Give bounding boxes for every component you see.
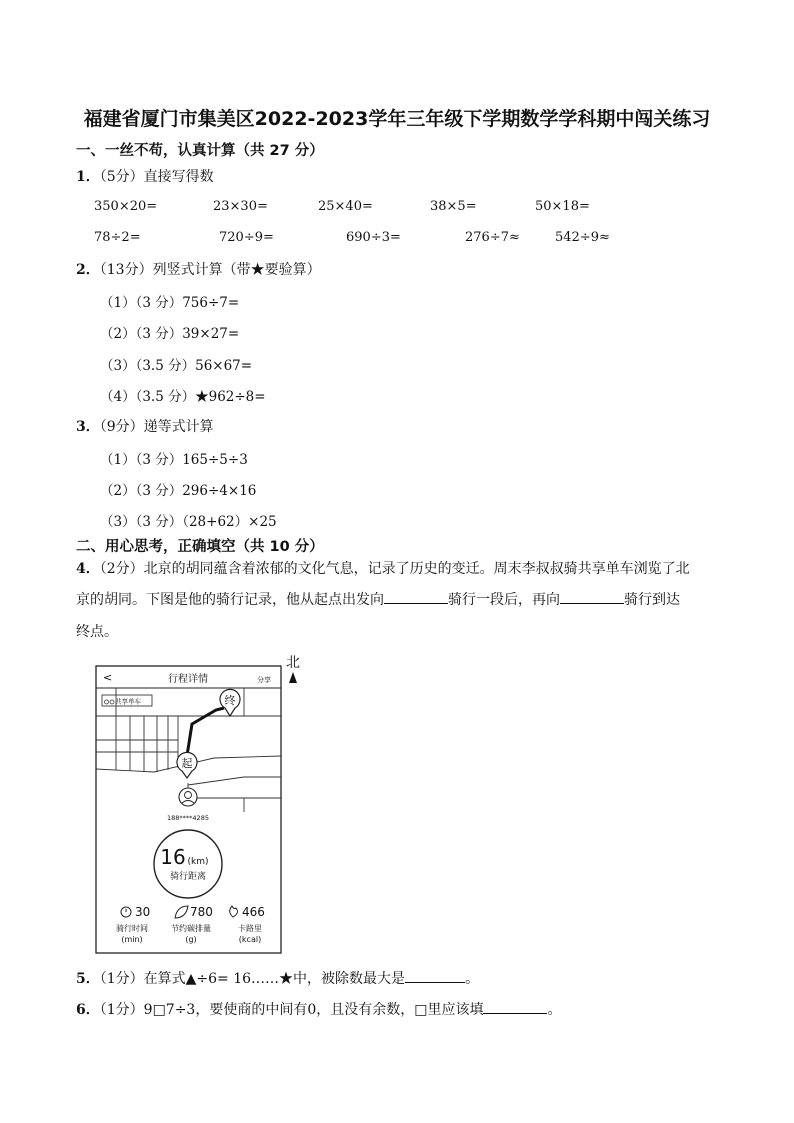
calc-1-4: 38×5=: [430, 199, 477, 214]
stat-label: 节约碳排量: [171, 924, 211, 933]
question-2-item: （2）（3 分）39×27=: [100, 326, 240, 342]
calc-1-3: 25×40=: [318, 199, 373, 214]
question-6-number: 6．: [76, 1002, 100, 1018]
question-3-item: （2）（3 分）296÷4×16: [100, 483, 257, 499]
distance-label: 骑行距离: [169, 872, 207, 882]
bike-badge: [102, 695, 152, 706]
question-5-text: 。: [465, 971, 480, 987]
question-4-text: 骑行到达: [624, 592, 680, 608]
header-title: 行程详情: [168, 674, 208, 685]
calc-2-4: 276÷7≈: [465, 230, 520, 245]
question-2-text: （13分）列竖式计算（带★要验算）: [99, 262, 321, 278]
question-2-item: （3）（3.5 分）56×67=: [100, 358, 253, 374]
question-2: [76, 259, 321, 279]
question-3-number: 3．: [76, 419, 100, 435]
question-4-line-2: [76, 585, 680, 616]
question-5-number: 5．: [76, 971, 100, 987]
stat-value: 30: [135, 905, 151, 919]
ride-record-figure: [94, 652, 310, 956]
stat-unit: (kcal): [238, 935, 262, 944]
calc-1-5: 50×18=: [535, 199, 590, 214]
question-6-text: （1分）9□7÷3，要使商的中间有0，且没有余数，□里应该填: [99, 1002, 484, 1018]
question-1-text: （5分）直接写得数: [99, 169, 214, 185]
question-5-text: （1分）在算式▲÷6= 16……★中，被除数最大是: [99, 971, 406, 987]
calc-2-5: 542÷9≈: [555, 230, 610, 245]
question-5: [76, 968, 479, 988]
question-3: [76, 416, 214, 436]
question-2-number: 2．: [76, 262, 100, 278]
calc-2-2: 720÷9=: [219, 230, 274, 245]
end-marker-label: 终: [224, 694, 236, 707]
question-1: [76, 166, 214, 186]
calc-1-1: 350×20=: [94, 199, 158, 214]
question-3-text: （9分）递等式计算: [99, 419, 214, 435]
start-marker-label: 起: [181, 757, 193, 770]
back-icon[interactable]: <: [103, 671, 113, 684]
section-1-heading: 一、一丝不苟，认真计算（共 27 分）: [76, 143, 324, 159]
bike-badge-label: 共享单车: [115, 697, 141, 706]
stat-unit: (g): [185, 935, 197, 944]
question-4-line-3: 终点。: [76, 624, 118, 640]
question-6: [76, 999, 561, 1019]
answer-blank[interactable]: [560, 589, 624, 604]
calc-1-2: 23×30=: [213, 199, 268, 214]
question-4-number: 4．: [76, 561, 100, 577]
section-2-heading: 二、用心思考，正确填空（共 10 分）: [76, 539, 324, 555]
distance-value: 16: [160, 845, 186, 869]
question-2-item: （4）（3.5 分）★962÷8=: [100, 389, 266, 405]
question-4-text: 京的胡同。下图是他的骑行记录，他从起点出发向: [76, 592, 384, 608]
north-label: 北: [286, 655, 300, 671]
calc-2-1: 78÷2=: [94, 230, 141, 245]
question-4-text: 骑行一段后，再向: [448, 592, 560, 608]
north-arrow-icon: [289, 672, 297, 683]
stat-value: 780: [190, 905, 213, 919]
distance-unit: (km): [187, 857, 209, 867]
phone-number: 188****4285: [167, 814, 209, 822]
question-6-text: 。: [547, 1002, 562, 1018]
question-3-item: （1）（3 分）165÷5÷3: [100, 452, 248, 468]
question-2-item: （1）（3 分）756÷7=: [100, 295, 240, 311]
answer-blank[interactable]: [483, 999, 547, 1014]
answer-blank[interactable]: [405, 968, 465, 983]
avatar: [179, 788, 197, 806]
stat-label: 骑行时间: [116, 924, 148, 933]
question-3-item: （3）（3 分）（28+62）×25: [100, 514, 277, 530]
page-title: 福建省厦门市集美区2022-2023学年三年级下学期数学学科期中闯关练习: [83, 108, 711, 130]
stat-value: 466: [242, 905, 265, 919]
answer-blank[interactable]: [384, 589, 448, 604]
stat-label: 卡路里: [238, 924, 262, 933]
question-1-number: 1．: [76, 169, 100, 185]
share-button[interactable]: 分享: [257, 676, 271, 684]
stat-unit: (min): [121, 935, 143, 944]
question-4-line-1: [76, 554, 690, 585]
calc-2-3: 690÷3=: [346, 230, 401, 245]
question-4-text: （2分）北京的胡同蕴含着浓郁的文化气息，记录了历史的变迁。周末李叔叔骑共享单车浏览了北: [99, 561, 690, 577]
